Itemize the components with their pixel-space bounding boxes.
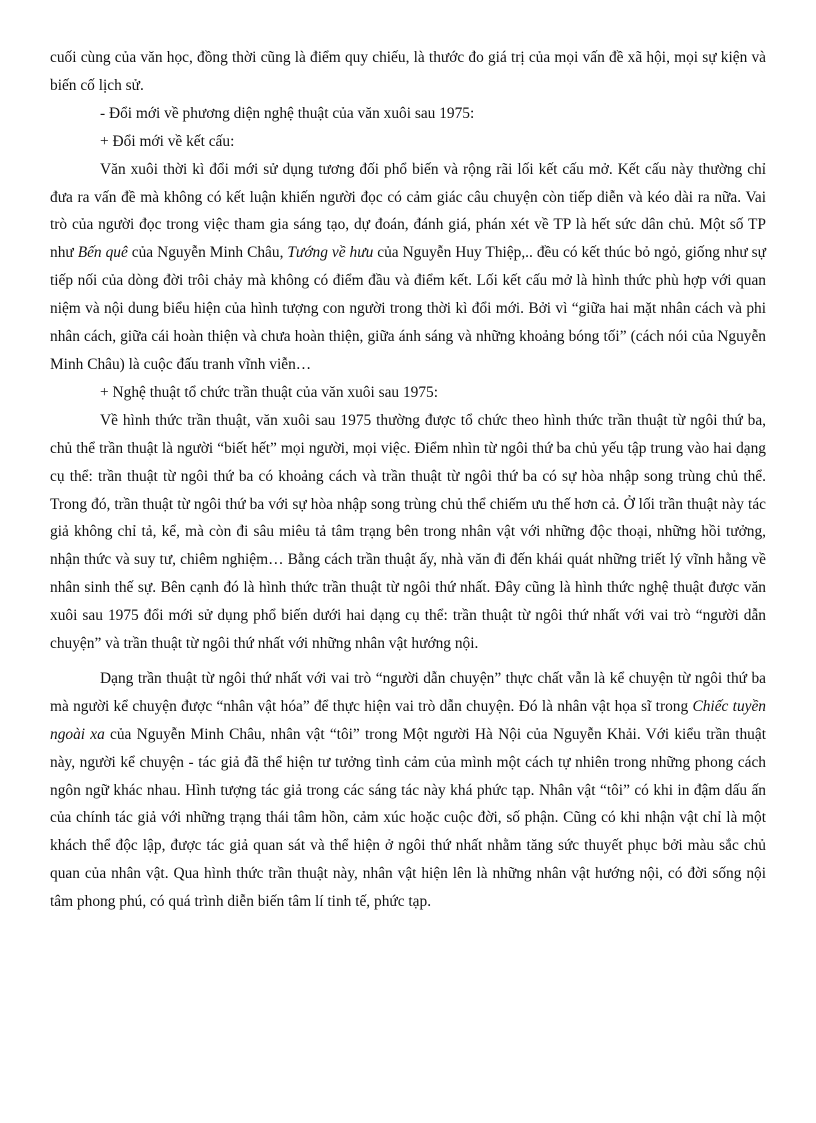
heading-structure-innovation <box>50 128 766 156</box>
document-page <box>50 44 766 916</box>
text-run: Về hình thức trần thuật, văn xuôi sau 1975 thường được tổ chức theo hình thức trần thuật từ ngôi thứ ba, chủ thể trần thuật là người “biết hết” mọi người, mọi việc. Điểm nhìn từ ngôi thứ ba chủ yếu tập trung vào hai dạng cụ thể: trần thuật từ ngôi thứ ba có khoảng cách và trần thuật từ ngôi thứ ba có sự hòa nhập song trùng chủ thể. Trong đó, trần thuật từ ngôi thứ ba với sự hòa nhập song trùng chủ thể chiếm ưu thế hơn cả. Ở lối trần thuật này tác giả không chỉ tả, kể, mà còn đi sâu miêu tả tâm trạng bên trong nhân vật với những độc thoại, những hồi tưởng, nhận thức và suy tư, chiêm nghiệm… Bằng cách trần thuật ấy, nhà văn đi đến khái quát những triết lý vĩnh hằng về nhân sinh thế sự. Bên cạnh đó là hình thức trần thuật từ ngôi thứ nhất. Đây cũng là hình thức nghệ thuật được văn xuôi sau 1975 đổi mới sử dụng phổ biến dưới hai dạng cụ thể: trần thuật từ ngôi thứ nhất với vai trò “người dẫn chuyện” và trần thuật từ ngôi thứ nhất với những nhân vật hướng nội. <box>50 411 766 653</box>
text-run: Dạng trần thuật từ ngôi thứ nhất với vai trò “người dẫn chuyện” thực chất vẫn là kể chuyện từ ngôi thứ ba mà người kể chuyện được “nhân vật hóa” để thực hiện vai trò dẫn chuyện. Đó là nhân vật họa sĩ trong <box>50 669 766 715</box>
work-title-italic: Bến quê <box>77 244 128 262</box>
paragraph-open-structure <box>50 156 766 379</box>
paragraph-third-person-narration <box>50 407 766 658</box>
work-title-italic: Tướng về hưu <box>287 244 374 262</box>
work-title-italic: Chiếc tuyền ngoài xa <box>50 697 767 743</box>
text-run: của Nguyễn Minh Châu, <box>127 244 288 262</box>
heading-narration-art <box>50 379 766 407</box>
paragraph-intro-continuation <box>50 44 766 100</box>
text-run: Văn xuôi thời kì đổi mới sử dụng tương đối phổ biến và rộng rãi lối kết cấu mở. Kết cấu này thường chỉ đưa ra vấn đề mà không có kết luận khiến người đọc có cảm giác câu chuyện còn tiếp diễn và kéo dài ra nữa. Vai trò của người đọc trong việc tham gia sáng tạo, dự đoán, đánh giá, phán xét về TP là hết sức dân chủ. Một số TP như <box>50 160 766 262</box>
heading-art-innovation <box>50 100 766 128</box>
text-run: + Nghệ thuật tổ chức trần thuật của văn xuôi sau 1975: <box>100 383 439 401</box>
text-run: của Nguyễn Huy Thiệp,.. đều có kết thúc bỏ ngỏ, giống như sự tiếp nối của dòng đời trôi chảy mà không có điểm đầu và điểm kết. Lối kết cấu mở là hình thức phù hợp với quan niệm và nội dung biểu hiện của hình tượng con người trong thời kì đổi mới. Bởi vì “giữa hai mặt nhân cách và phi nhân cách, giữa cái hoàn thiện và chưa hoàn thiện, giữa ánh sáng và những khoảng bóng tối” (cách nói của Nguyễn Minh Châu) là cuộc đấu tranh vĩnh viễn… <box>50 244 766 373</box>
text-run: + Đổi mới về kết cấu: <box>100 132 235 150</box>
text-run: của Nguyễn Minh Châu, nhân vật “tôi” trong Một người Hà Nội của Nguyễn Khải. Với kiểu trần thuật này, người kể chuyện - tác giả đã thể hiện tư tưởng tình cảm của mình một cách tự nhiên trong những phong cách ngôn ngữ khác nhau. Hình tượng tác giả trong các sáng tác này khá phức tạp. Nhân vật “tôi” có khi in đậm dấu ấn của chính tác giả với những trạng thái tâm hồn, cảm xúc hoặc cuộc đời, số phận. Cũng có khi nhận vật chỉ là một khách thể độc lập, được tác giả quan sát và thể hiện ở ngôi thứ nhất nhằm tăng sức thuyết phục bởi màu sắc chủ quan của nhân vật. Qua hình thức trần thuật này, nhân vật hiện lên là những nhân vật hướng nội, có đời sống nội tâm phong phú, có quá trình diễn biến tâm lí tinh tế, phức tạp. <box>50 725 766 911</box>
text-run: - Đổi mới về phương diện nghệ thuật của văn xuôi sau 1975: <box>100 104 475 122</box>
text-run: cuối cùng của văn học, đồng thời cũng là điểm quy chiếu, là thước đo giá trị của mọi vấn đề xã hội, mọi sự kiện và biến cố lịch sử. <box>50 49 766 94</box>
paragraph-first-person-narration <box>50 665 766 916</box>
